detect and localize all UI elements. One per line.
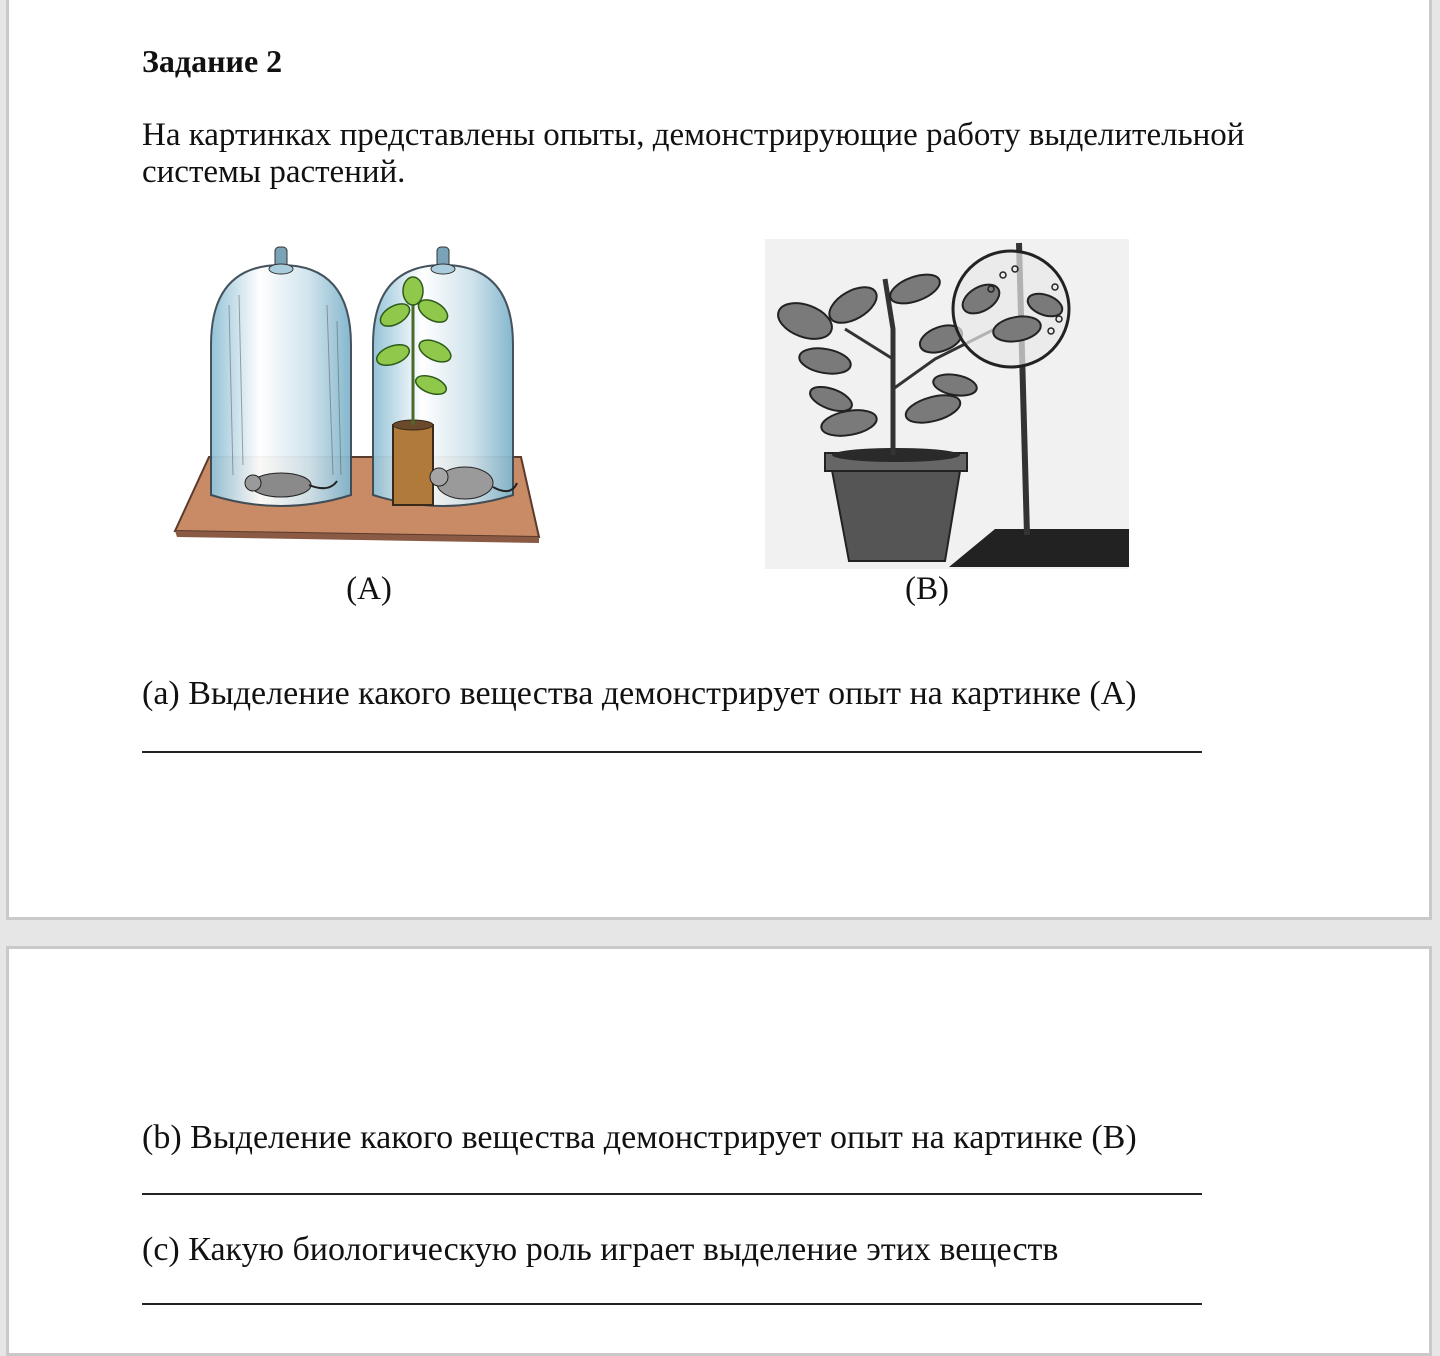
- task-intro: На картинках представлены опыты, демонстрирующие работу выделительной системы растений.: [142, 117, 1245, 190]
- potted-plant-covered-leaf-illustration: [765, 239, 1129, 569]
- worksheet-page-1: [6, 0, 1432, 920]
- answer-line-c[interactable]: [142, 1303, 1202, 1305]
- question-b: (b) Выделение какого вещества демонстрирует опыт на картинке (B): [142, 1119, 1137, 1156]
- task-title: Задание 2: [142, 43, 283, 79]
- answer-line-a[interactable]: [142, 751, 1202, 753]
- figure-a-caption: (A): [346, 571, 392, 607]
- worksheet-page-2: [6, 946, 1432, 1356]
- answer-line-b[interactable]: [142, 1193, 1202, 1195]
- figure-b-caption: (B): [905, 571, 949, 607]
- bell-jars-mice-plant-illustration: [149, 225, 563, 571]
- question-a: (a) Выделение какого вещества демонстрирует опыт на картинке (A): [142, 675, 1137, 712]
- question-c: (c) Какую биологическую роль играет выделение этих веществ: [142, 1231, 1059, 1268]
